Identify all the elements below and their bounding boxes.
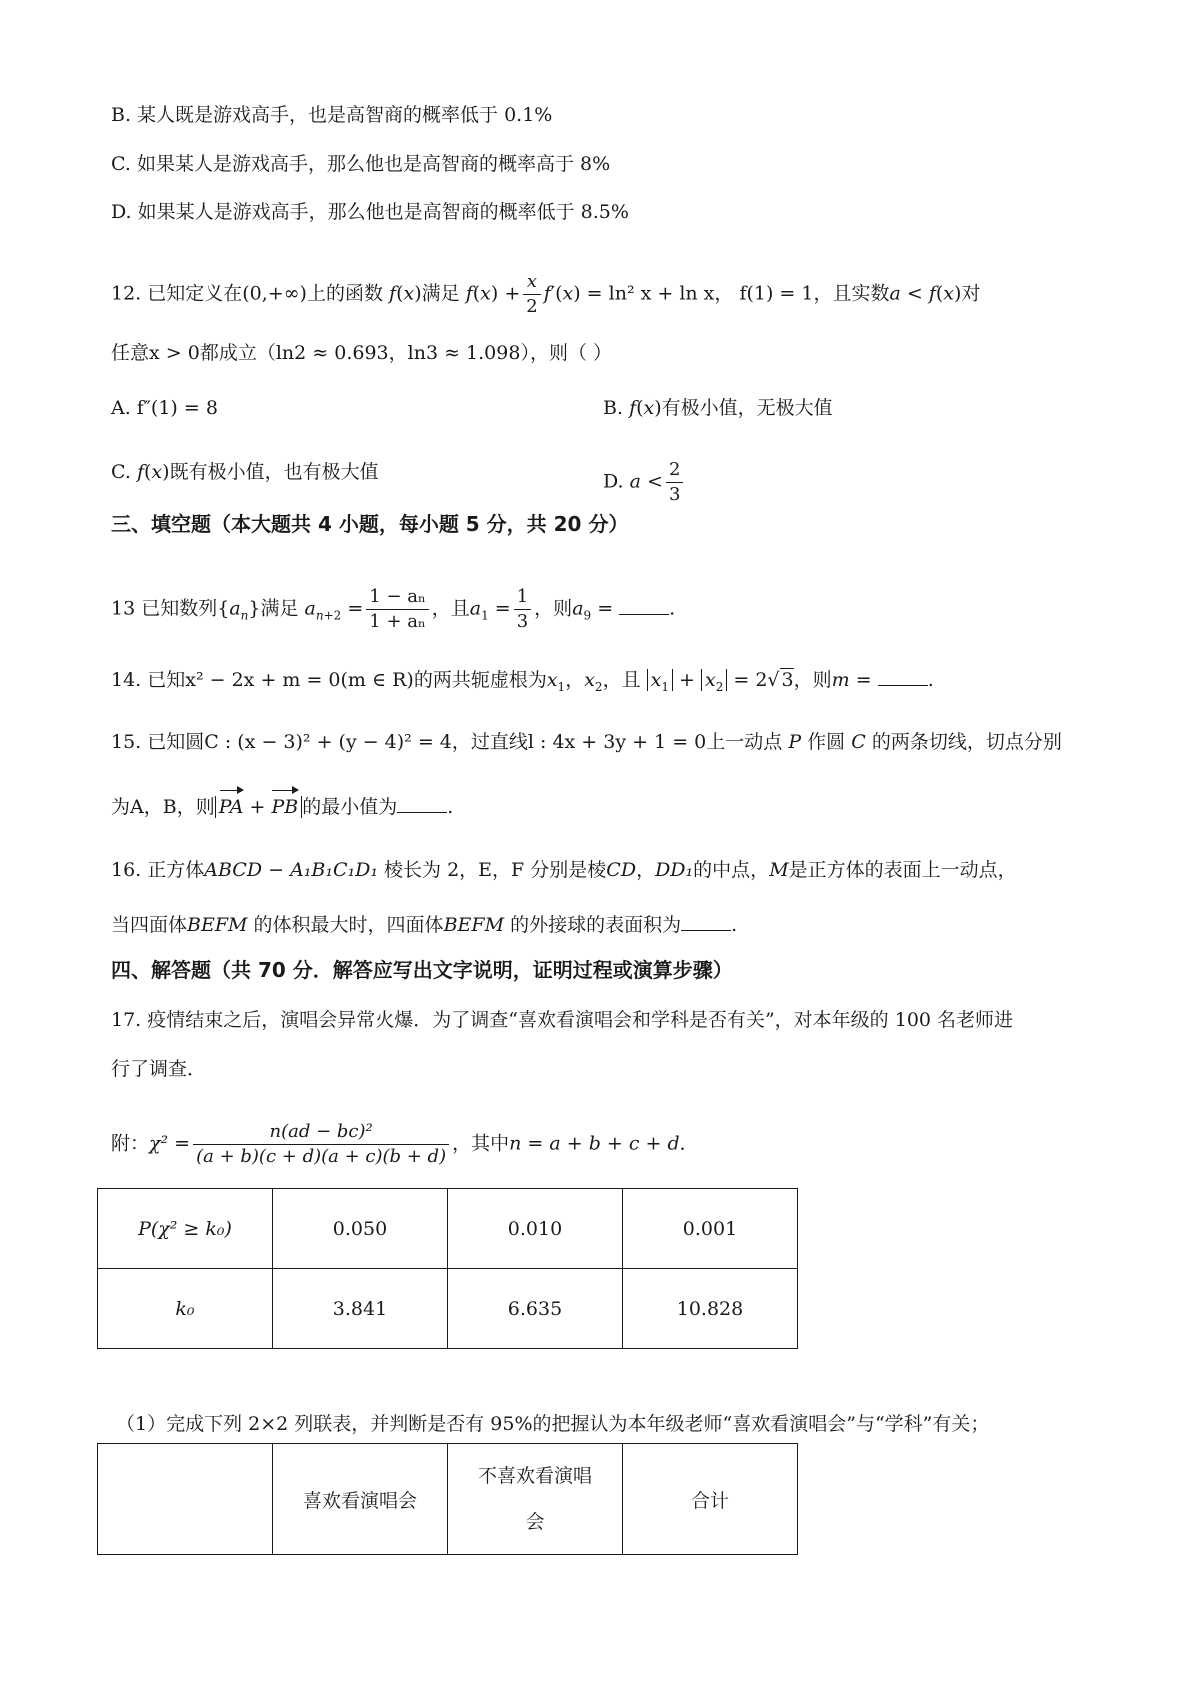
critical-value-table — [97, 1188, 798, 1349]
q12-option-a: A. f″(1) = 8 — [111, 397, 218, 419]
table-cell: 不喜欢看演唱 会 — [448, 1444, 623, 1555]
q12-option-d: D. a < $\frac{2}{3}$ — [603, 458, 686, 507]
table-cell: 3.841 — [273, 1269, 448, 1349]
q17-line1: 17. 疫情结束之后，演唱会异常火爆．为了调查“喜欢看演唱会和学科是否有关”，对本年级的 100 名老师进 — [111, 1009, 1014, 1031]
section-four-heading: 四、解答题（共 70 分．解答应写出文字说明，证明过程或演算步骤） — [111, 958, 733, 982]
q12-option-c: C. f(x)既有极小值，也有极大值 — [111, 461, 379, 483]
table-cell: 喜欢看演唱会 — [273, 1444, 448, 1555]
table-row-header: k₀ — [98, 1269, 273, 1349]
q14: 14. 已知x² − 2x + m = 0(m ∈ R)的两共轭虚根为$x_1$，$x_2$，且 $x_1 + x_2 = 2√$ 3，则m = . — [111, 665, 934, 701]
q12-line1: 12. 已知定义在(0,+∞)上的函数 f(x)满足 f(x) + $\frac{x}{2}$ f′(x) = ln² x + ln x， f(1) = 1，且实数a < f(x)对 — [111, 271, 981, 317]
q15-line1: 15. 已知圆C : (x − 3)² + (y − 4)² = 4，过直线l : 4x + 3y + 1 = 0上一动点 P 作圆 C 的两条切线，切点分别 — [111, 731, 1062, 753]
q12-cond: f(1) = 1 — [739, 282, 814, 305]
table-cell: 合计 — [623, 1444, 798, 1555]
table-row-header: P(χ² ≥ k₀) — [98, 1189, 273, 1269]
q11-option-c: C. 如果某人是游戏高手，那么他也是高智商的概率高于 8% — [111, 153, 611, 175]
section-three-heading: 三、填空题（本大题共 4 小题，每小题 5 分，共 20 分） — [111, 512, 629, 536]
q16-line1: 16. 正方体ABCD − A₁B₁C₁D₁ 棱长为 2，E，F 分别是棱CD，DD₁的中点，M是正方体的表面上一动点， — [111, 859, 1017, 881]
q11-option-d: D. 如果某人是游戏高手，那么他也是高智商的概率低于 8.5% — [111, 201, 629, 223]
q13-answer-blank[interactable] — [619, 594, 669, 615]
q17-part1: （1）完成下列 2×2 列联表，并判断是否有 95%的把握认为本年级老师“喜欢看演唱会”与“学科”有关； — [116, 1413, 990, 1435]
table-cell: 0.050 — [273, 1189, 448, 1269]
q12-option-b: B. f(x)有极小值，无极大值 — [603, 397, 833, 419]
q12-fraction: $\frac{x}{2}$ — [523, 270, 540, 319]
table-cell: 0.001 — [623, 1189, 798, 1269]
table-cell — [98, 1444, 273, 1555]
contingency-table — [97, 1443, 798, 1555]
q15-line2: 为A，B，则 PA + PB 的最小值为 . — [111, 792, 453, 821]
q14-answer-blank[interactable] — [878, 665, 928, 686]
q16-line2: 当四面体BEFM 的体积最大时，四面体BEFM 的外接球的表面积为 . — [111, 910, 737, 939]
q12-line2: 任意x > 0都成立（ln2 ≈ 0.693，ln3 ≈ 1.098），则（ ） — [111, 342, 612, 364]
q16-answer-blank[interactable] — [681, 910, 731, 931]
q17-formula: 附：χ² = $\frac{\text{n(ad − bc)²}}{(a + b)(c + d)(a + c)(b + d)}$ ，其中n = a + b + c + d． — [111, 1121, 699, 1167]
q12-eq-rhs: = ln² x + ln x — [586, 282, 715, 305]
q12-interval: (0,+∞) — [242, 282, 307, 305]
table-cell: 6.635 — [448, 1269, 623, 1349]
q11-option-b: B. 某人既是游戏高手，也是高智商的概率低于 0.1% — [111, 104, 553, 126]
table-cell: 10.828 — [623, 1269, 798, 1349]
q17-line2: 行了调查． — [111, 1058, 207, 1080]
table-cell: 0.010 — [448, 1189, 623, 1269]
q13: 13 已知数列$\{a_n\}$满足 $a_{n+2}$ = $\frac{\text{1 − aₙ}}{\text{1 + aₙ}}$ ，且$a_1$ = $\frac{1}{3}$ ，则$a_9$ = . — [111, 586, 676, 632]
q15-answer-blank[interactable] — [397, 792, 447, 813]
